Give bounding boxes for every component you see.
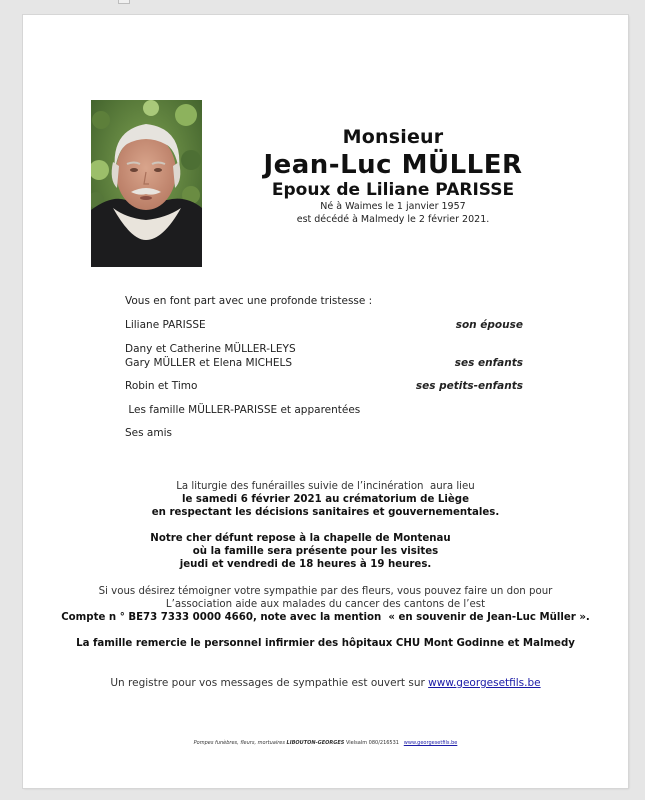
family-names: Les famille MÜLLER-PARISSE et apparentées — [125, 404, 361, 416]
footer-link[interactable]: www.georgesetfils.be — [403, 740, 458, 746]
funeral-info — [23, 480, 628, 519]
family-relation: ses petits-enfants — [415, 380, 523, 392]
footer — [23, 740, 628, 746]
family-relation: ses enfants — [454, 357, 523, 369]
footer-company: LIBOUTON-GEORGES — [286, 740, 345, 746]
funeral-line: en respectant les décisions sanitaires et gouvernementales. — [151, 507, 500, 518]
family-intro: Vous en font part avec une profonde tristesse : — [125, 295, 373, 307]
thanks-line: La famille remercie le personnel infirmier des hôpitaux CHU Mont Godinne et Malmedy — [76, 638, 575, 649]
visits-line: Notre cher défunt repose à la chapelle de Montenau — [150, 533, 451, 544]
portrait-image — [91, 100, 202, 267]
thanks-info — [23, 637, 628, 650]
death-date: est décédé à Malmedy le 2 février 2021. — [296, 213, 490, 225]
spouse-line: Epoux de Liliane PARISSE — [271, 180, 515, 200]
family-relation: son épouse — [455, 319, 523, 331]
funeral-line: La liturgie des funérailles suivie de l’incinération aura lieu — [176, 481, 475, 492]
family-names: Liliane PARISSE — [125, 319, 206, 331]
family-name-line: Dany et Catherine MÜLLER-LEYS — [125, 343, 296, 355]
portrait-photo — [91, 100, 202, 267]
donation-account-line: Compte n ° BE73 7333 0000 4660, note avec la mention « en souvenir de Jean-Luc Müller ». — [61, 612, 590, 623]
donation-info — [23, 585, 628, 624]
deceased-header — [228, 125, 558, 226]
deceased-name: Jean-Luc MÜLLER — [263, 150, 523, 180]
family-names: Robin et Timo — [125, 380, 198, 392]
visits-line: où la famille sera présente pour les visites — [192, 546, 439, 557]
family-names — [125, 343, 296, 370]
footer-prefix: Pompes funèbres, fleurs, mortuaires — [193, 740, 287, 746]
family-name-line: Gary MÜLLER et Elena MICHELS — [125, 356, 293, 369]
registry-text: Un registre pour vos messages de sympathie est ouvert sur — [110, 677, 429, 689]
donation-line: L’association aide aux malades du cancer des cantons de l’est — [165, 599, 486, 610]
registry-info — [23, 677, 628, 689]
family-names: Ses amis — [125, 427, 172, 439]
birth-date: Né à Waimes le 1 janvier 1957 — [320, 201, 466, 212]
donation-line: Si vous désirez témoigner votre sympathie par des fleurs, vous pouvez faire un don pour — [98, 586, 553, 597]
registry-link[interactable]: www.georgesetfils.be — [428, 677, 541, 689]
visits-info — [23, 532, 628, 571]
viewer-top-handle — [118, 0, 130, 4]
visits-hours-line: jeudi et vendredi de 18 heures à 19 heures. — [179, 559, 432, 570]
civility-title: Monsieur — [342, 126, 444, 148]
footer-location-phone: Vielsalm 080/216531 — [344, 740, 399, 746]
funeral-date-line: le samedi 6 février 2021 au crématorium de Liège — [181, 494, 470, 505]
obituary-page — [23, 15, 628, 788]
